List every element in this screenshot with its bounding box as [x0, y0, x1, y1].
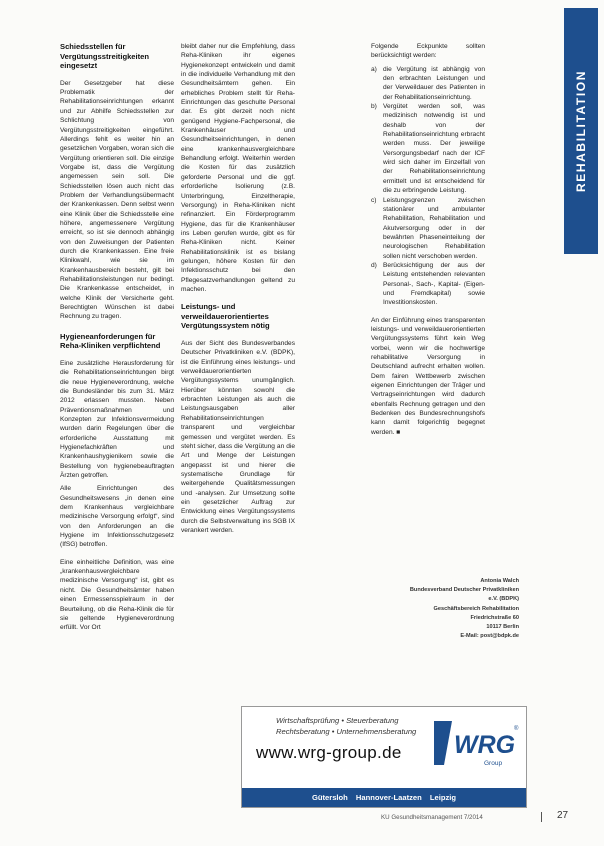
svg-text:®: ® — [514, 726, 519, 732]
advertisement[interactable] — [241, 706, 527, 808]
ad-url-link[interactable]: www.wrg-group.de — [256, 743, 402, 762]
list-item: d) Berücksichtigung der aus der Leistung entstehenden relevanten Personal-, Sach-, Kapital- (Eigen- und Fremdkapital) sowie Investitionskosten. — [371, 261, 485, 307]
author-name: Antonia Walch — [480, 578, 519, 584]
column-2 — [181, 42, 295, 539]
column-1 — [60, 42, 174, 637]
paragraph: Folgende Eckpunkte sollten berücksichtigt werden: — [371, 43, 485, 60]
author-org: Bundesverband Deutscher Privatkliniken — [409, 587, 519, 594]
author-org-suffix: e.V. (BDPK) — [488, 596, 519, 603]
svg-text:WRG: WRG — [454, 731, 516, 759]
paragraph: Aus der Sicht des Bundesverbandes Deutscher Privatkliniken e.V. (BDPK), ist die Einführung eines leistungs- und verweildauerorientierten Vergütungssystems unumgänglich. Hierüber könnten sowohl die erbrachten Leistungen als auch die Leistungsausgaben aller Rehabilitationseinrichtungen transparent und vergleichbar gemessen und vergütet werden. Es steht sicher, dass die Vergütung an die Art und Menge der Leistungen angepasst ist und hierer die systematische Grundlage für weitergehende Qualitätsmessungen und -analysen. Zur Umsetzung sollte ein gesetzlicher Auftrag zur Entwicklung eines Vergütungssystems durch die Selbstverwaltung ins SGB IX verankert werden. — [181, 340, 295, 534]
ad-locations-bar: Gütersloh Hannover-Laatzen Leipzig — [242, 788, 526, 807]
list-item: a) die Vergütung ist abhängig von den erbrachten Leistungen und der Verweildauer des Patienten in der Rehabilitationseinrichtung. — [371, 65, 485, 101]
page-number: 27 — [557, 810, 569, 821]
author-department: Geschäftsbereich Rehabilitation — [433, 605, 519, 612]
heading-schiedsstellen: Schiedsstellen für Vergütungsstreitigkeiten eingesetzt — [60, 42, 150, 71]
author-city: 10117 Berlin — [486, 624, 519, 631]
paragraph: Eine zusätzliche Herausforderung für die Rehabilitationseinrichtungen birgt die neue Hygieneverordnung, welche die Bundesländer bis zum 31. März 2012 erlassen mussten. Neben Präventionsmaßnahmen und Konzepten zur Infektionsvermeidung wurden darin Regelungen über die erforderliche Ausstattung mit Hygienefachkräften und Krankenhaushygienikern sowie die Bestellung von hygienebeauftragten Ärzten getroffen. — [60, 359, 174, 480]
section-tab-label: REHABILITATION — [574, 70, 588, 192]
author-signature — [405, 577, 519, 641]
ad-tagline-2: Rechtsberatung • Unternehmensberatung — [276, 727, 417, 736]
footer-publication: KU Gesundheitsmanagement 7/2014 — [381, 814, 483, 821]
wrg-logo-icon — [430, 715, 522, 771]
list-item: b) Vergütet werden soll, was medizinisch notwendig ist und deshalb von der Rehabilitationseinrichtung erbracht werden muss. Der jeweilige Versorgungsbedarf nach der ICF wird sich daher im Einzelfall von der Rehabilitationseinrichtung ermittelt und ist entscheidend für die zu erbringende Leistung. — [371, 103, 485, 195]
section-tab — [564, 8, 598, 254]
paragraph: An der Einführung eines transparenten leistungs- und verweildauerorientierten Vergütungssystems führt kein Weg vorbei, wenn wir die hochwertige rehabilitative Versorgung in Deutschland aufrecht erhalten wollen. Dem fairen Wettbewerb zwischen eigenen Einrichtungen der Träger und Vertragseinrichtungen wird dadurch ebenfalls Rechnung getragen und den Bedenken des Bundesrechnungshofs kann damit folgerichtig begegnet werden. ■ — [371, 316, 485, 436]
svg-text:Group: Group — [484, 760, 503, 767]
footer-divider — [541, 812, 542, 822]
column-3 — [371, 42, 485, 441]
list-item: c) Leistungsgrenzen zwischen stationärer und ambulanter Rehabilitation, Rehabilitation und Akutversorgung oder in der bewährten Phaseneinteilung der neurologischen Rehabilitation sollen nicht verschoben werden. — [371, 196, 485, 260]
paragraph: Alle Einrichtungen des Gesundheitswesens „in denen eine dem Krankenhaus vergleichbare medizinische Versorgung erfolgt“, sind von den Anforderungen an die Hygiene im Infektionsschutzgesetz (IfSG) betroffen. — [60, 485, 174, 549]
heading-hygiene: Hygieneanforderungen für Reha-Kliniken verpflichtend — [60, 331, 161, 351]
ad-tagline-1: Wirtschaftsprüfung • Steuerberatung — [276, 716, 399, 725]
heading-verguetungssystem: Leistungs- und verweildauerorientiertes Vergütungssystem nötig — [181, 302, 270, 331]
author-street: Friedrichstraße 60 — [470, 614, 519, 621]
paragraph: Der Gesetzgeber hat diese Problematik der Rehabilitationseinrichtungen erkannt und zur Abhilfe Schiedsstellen zur Schlichtung von Vergütungsstreitigkeiten eingeführt. Allerdings fehlt es weiter hin an gesetzlichen Vorgaben, woran sich die Vergütung orientieren soll. Die einzige Vorgabe ist, dass die Vergütung angemessen sein soll. Die Schiedsstellen lösen auch nicht das Problem der Verhandlungsübermacht der Krankenkassen. Denn selbst wenn eine Klinik über die Schiedsstelle eine höhere, angemessenere Vergütung erreicht, so ist sie dennoch abhängig von den Zuweisungen der Patienten durch die Krankenkassen. Eine freie Klinikwahl, wie sie im Krankenhausbereich besteht, gilt bei Rehabilitationsleistungen nur bedingt. Die Krankenkasse entscheidet, in welche Klinik der Versicherte geht. Berechtigten Wünschen ist dabei Rechnung zu tragen. — [60, 79, 174, 321]
paragraph: bleibt daher nur die Empfehlung, dass Reha-Kliniken ihr eigenes Hygienekonzept entwickeln und damit in die individuelle Verhandlung mit den Gesundheitsämtern gehen. Ein erhebliches Problem stellt für Reha-Einrichtungen das geschulte Personal dar. Es gibt derzeit noch nicht genügend Hygiene-Fachpersonal, die Krankenhäuser und Gesundheitseinrichtungen, in denen eine krankenhausvergleichbare Behandlung erfolgt. Weiterhin werden die Kosten für das zusätzlich geforderte Personal und die ggf. erforderliche Isolierung (z.B. Unterbringung, Einzeltherapie, Versorgung) in Reha-Kliniken nicht refinanziert. Ein Förderprogramm Hygiene, das für die Krankenhäuser ins Leben gerufen wurde, gibt es für Reha-Kliniken nicht. Keiner Rehabilitationsklinik ist es bislang gelungen, höhere Kosten für den Infektionsschutz bei den Pflegesatzverhandlungen geltend zu machen. — [181, 43, 295, 293]
author-email: E-Mail: post@bdpk.de — [460, 633, 519, 640]
paragraph: Eine einheitliche Definition, was eine „krankenhausvergleichbare medizinische Versorgung“ ist, gibt es nicht. Die Gesundheitsämter haben einen Ermessensspielraum in der Beurteilung, ob die Reha-Klinik die für sie geltende Hygieneverordnung erfüllt. Vor Ort — [60, 558, 174, 632]
